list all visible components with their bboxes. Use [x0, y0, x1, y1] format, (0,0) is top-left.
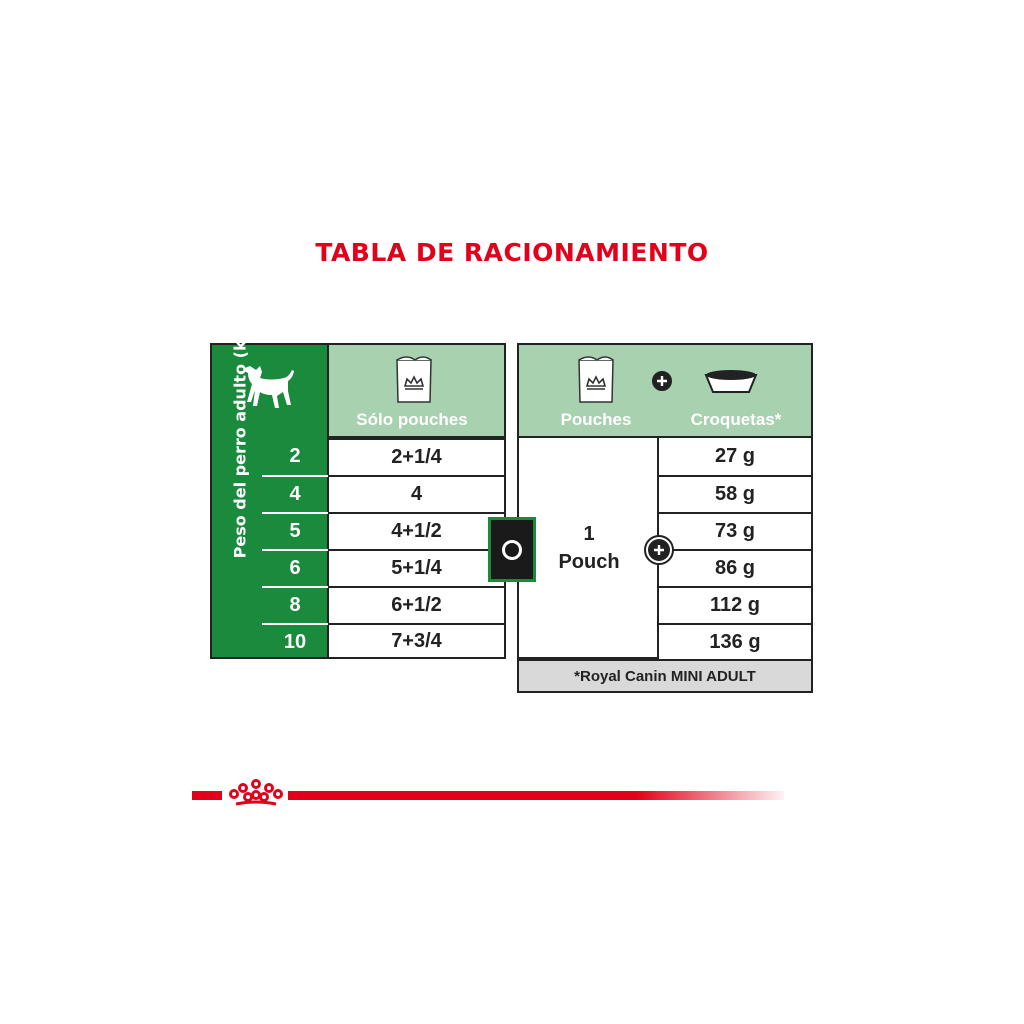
page-title: TABLA DE RACIONAMIENTO — [315, 238, 709, 267]
mixed-pouch-cell — [517, 438, 659, 659]
plus-icon — [644, 535, 674, 565]
only-pouches-cell: 5+1/4 — [329, 549, 506, 588]
pouch-unit: Pouch — [558, 550, 620, 573]
croquetas-cell: 112 g — [657, 586, 813, 625]
croquetas-cell: 73 g — [657, 512, 813, 551]
pouch-icon — [393, 352, 435, 404]
pouch-count: 1 — [583, 522, 595, 545]
only-pouches-cell: 4+1/2 — [329, 512, 506, 551]
pouches-label: Pouches — [560, 410, 632, 429]
weight-cell: 4 — [262, 475, 328, 512]
crown-logo-icon — [228, 778, 284, 810]
weight-cell: 6 — [262, 549, 328, 586]
croquetas-label: Croquetas* — [690, 410, 782, 429]
only-pouches-cell: 7+3/4 — [329, 623, 506, 659]
only-pouches-label: Sólo pouches — [356, 410, 468, 429]
product-note: *Royal Canin MINI ADULT — [517, 659, 813, 693]
weight-cell: 2 — [289, 445, 301, 467]
only-pouches-cell: 4 — [329, 475, 506, 514]
croquetas-cell: 58 g — [657, 475, 813, 514]
plus-icon — [652, 371, 672, 391]
only-pouches-cell: 6+1/2 — [329, 586, 506, 625]
croquetas-cell: 136 g — [657, 623, 813, 661]
croquetas-cell: 86 g — [657, 549, 813, 588]
weight-cell: 5 — [262, 512, 328, 549]
pouch-icon — [575, 352, 617, 404]
only-pouches-cell: 2+1/4 — [329, 438, 506, 477]
weight-cell: 8 — [262, 586, 328, 623]
bowl-icon — [703, 365, 759, 395]
croquetas-cell: 27 g — [657, 438, 813, 477]
weight-cell: 10 — [262, 623, 328, 660]
or-icon — [488, 517, 536, 582]
